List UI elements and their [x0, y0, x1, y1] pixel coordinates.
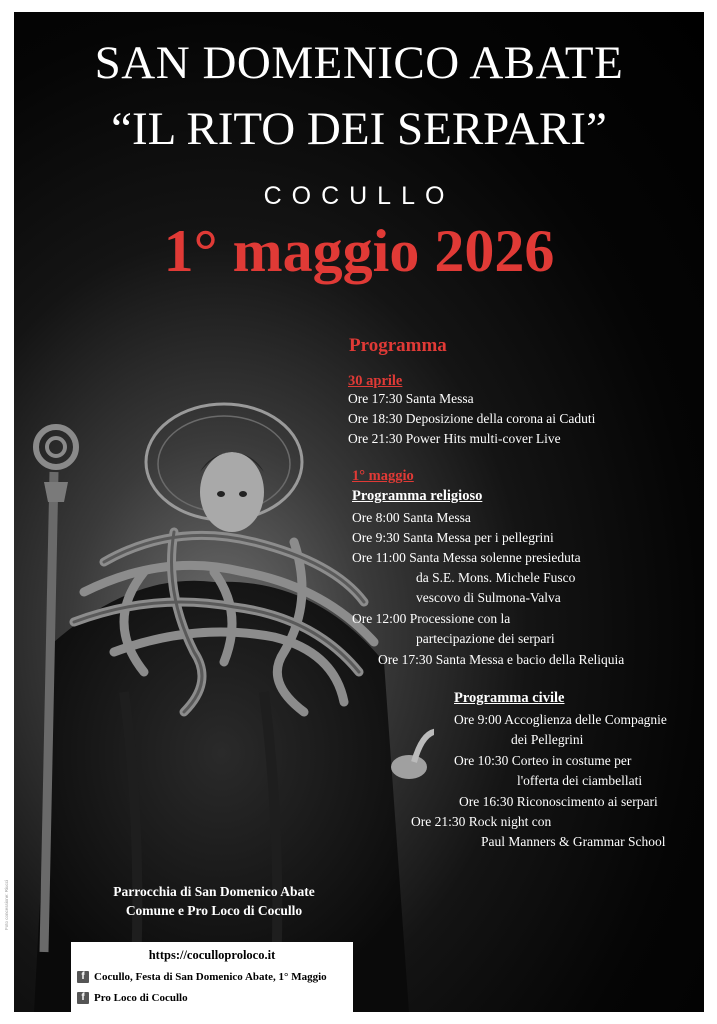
- religioso-item: Ore 8:00 Santa Messa: [352, 510, 471, 525]
- photo-credit: [4, 790, 12, 930]
- civile-label: Programma civile: [454, 690, 565, 706]
- religioso-label: Programma religioso: [352, 488, 483, 504]
- religioso-item: Ore 12:00 Processione con la: [352, 611, 511, 626]
- civile-item: Ore 10:30 Corteo in costume per: [454, 753, 632, 768]
- organizer-line: Comune e Pro Loco di Cocullo: [125, 903, 303, 918]
- day1-item: Ore 17:30 Santa Messa: [348, 391, 474, 406]
- footer-box: [71, 942, 353, 1012]
- town-name: COCULLO: [263, 182, 455, 210]
- photo-credit-text: Foto concessione: Riucci: [4, 879, 9, 930]
- day1-item: Ore 18:30 Deposizione della corona ai Caduti: [348, 411, 596, 426]
- civile-item: Ore 21:30 Rock night con: [411, 814, 552, 829]
- civile-item: dei Pellegrini: [511, 732, 584, 747]
- civile-item: l'offerta dei ciambellati: [517, 773, 643, 788]
- event-subtitle: “IL RITO DEI SERPARI”: [111, 103, 607, 155]
- religioso-item: Ore 11:00 Santa Messa solenne presieduta: [352, 550, 581, 565]
- poster: [14, 12, 704, 1012]
- religioso-item: vescovo di Sulmona-Valva: [416, 590, 561, 605]
- event-date: 1° maggio 2026: [163, 218, 555, 284]
- facebook-link-2-label: Pro Loco di Cocullo: [94, 992, 188, 1004]
- programma-heading: Programma: [349, 335, 447, 356]
- facebook-link-1[interactable]: [77, 969, 327, 985]
- civile-item: Ore 9:00 Accoglienza delle Compagnie: [454, 712, 667, 727]
- religioso-item: da S.E. Mons. Michele Fusco: [416, 570, 576, 585]
- religioso-item: Ore 17:30 Santa Messa e bacio della Reliquia: [378, 652, 625, 667]
- day1-item: Ore 21:30 Power Hits multi-cover Live: [348, 431, 561, 446]
- civile-item: Ore 16:30 Riconoscimento ai serpari: [459, 794, 658, 809]
- facebook-link-1-label: Cocullo, Festa di San Domenico Abate, 1° Maggio: [94, 971, 327, 983]
- religioso-item: Ore 9:30 Santa Messa per i pellegrini: [352, 530, 554, 545]
- facebook-icon: f: [77, 971, 89, 983]
- event-title: SAN DOMENICO ABATE: [94, 37, 624, 89]
- civile-item: Paul Manners & Grammar School: [481, 834, 666, 849]
- facebook-icon: f: [77, 992, 89, 1004]
- website-link[interactable]: https://coculloproloco.it: [148, 948, 276, 962]
- day1-label: 30 aprile: [348, 373, 403, 389]
- facebook-link-2[interactable]: [77, 990, 188, 1006]
- day2-label: 1° maggio: [352, 468, 414, 484]
- organizer-line: Parrocchia di San Domenico Abate: [113, 884, 315, 899]
- religioso-item: partecipazione dei serpari: [416, 631, 555, 646]
